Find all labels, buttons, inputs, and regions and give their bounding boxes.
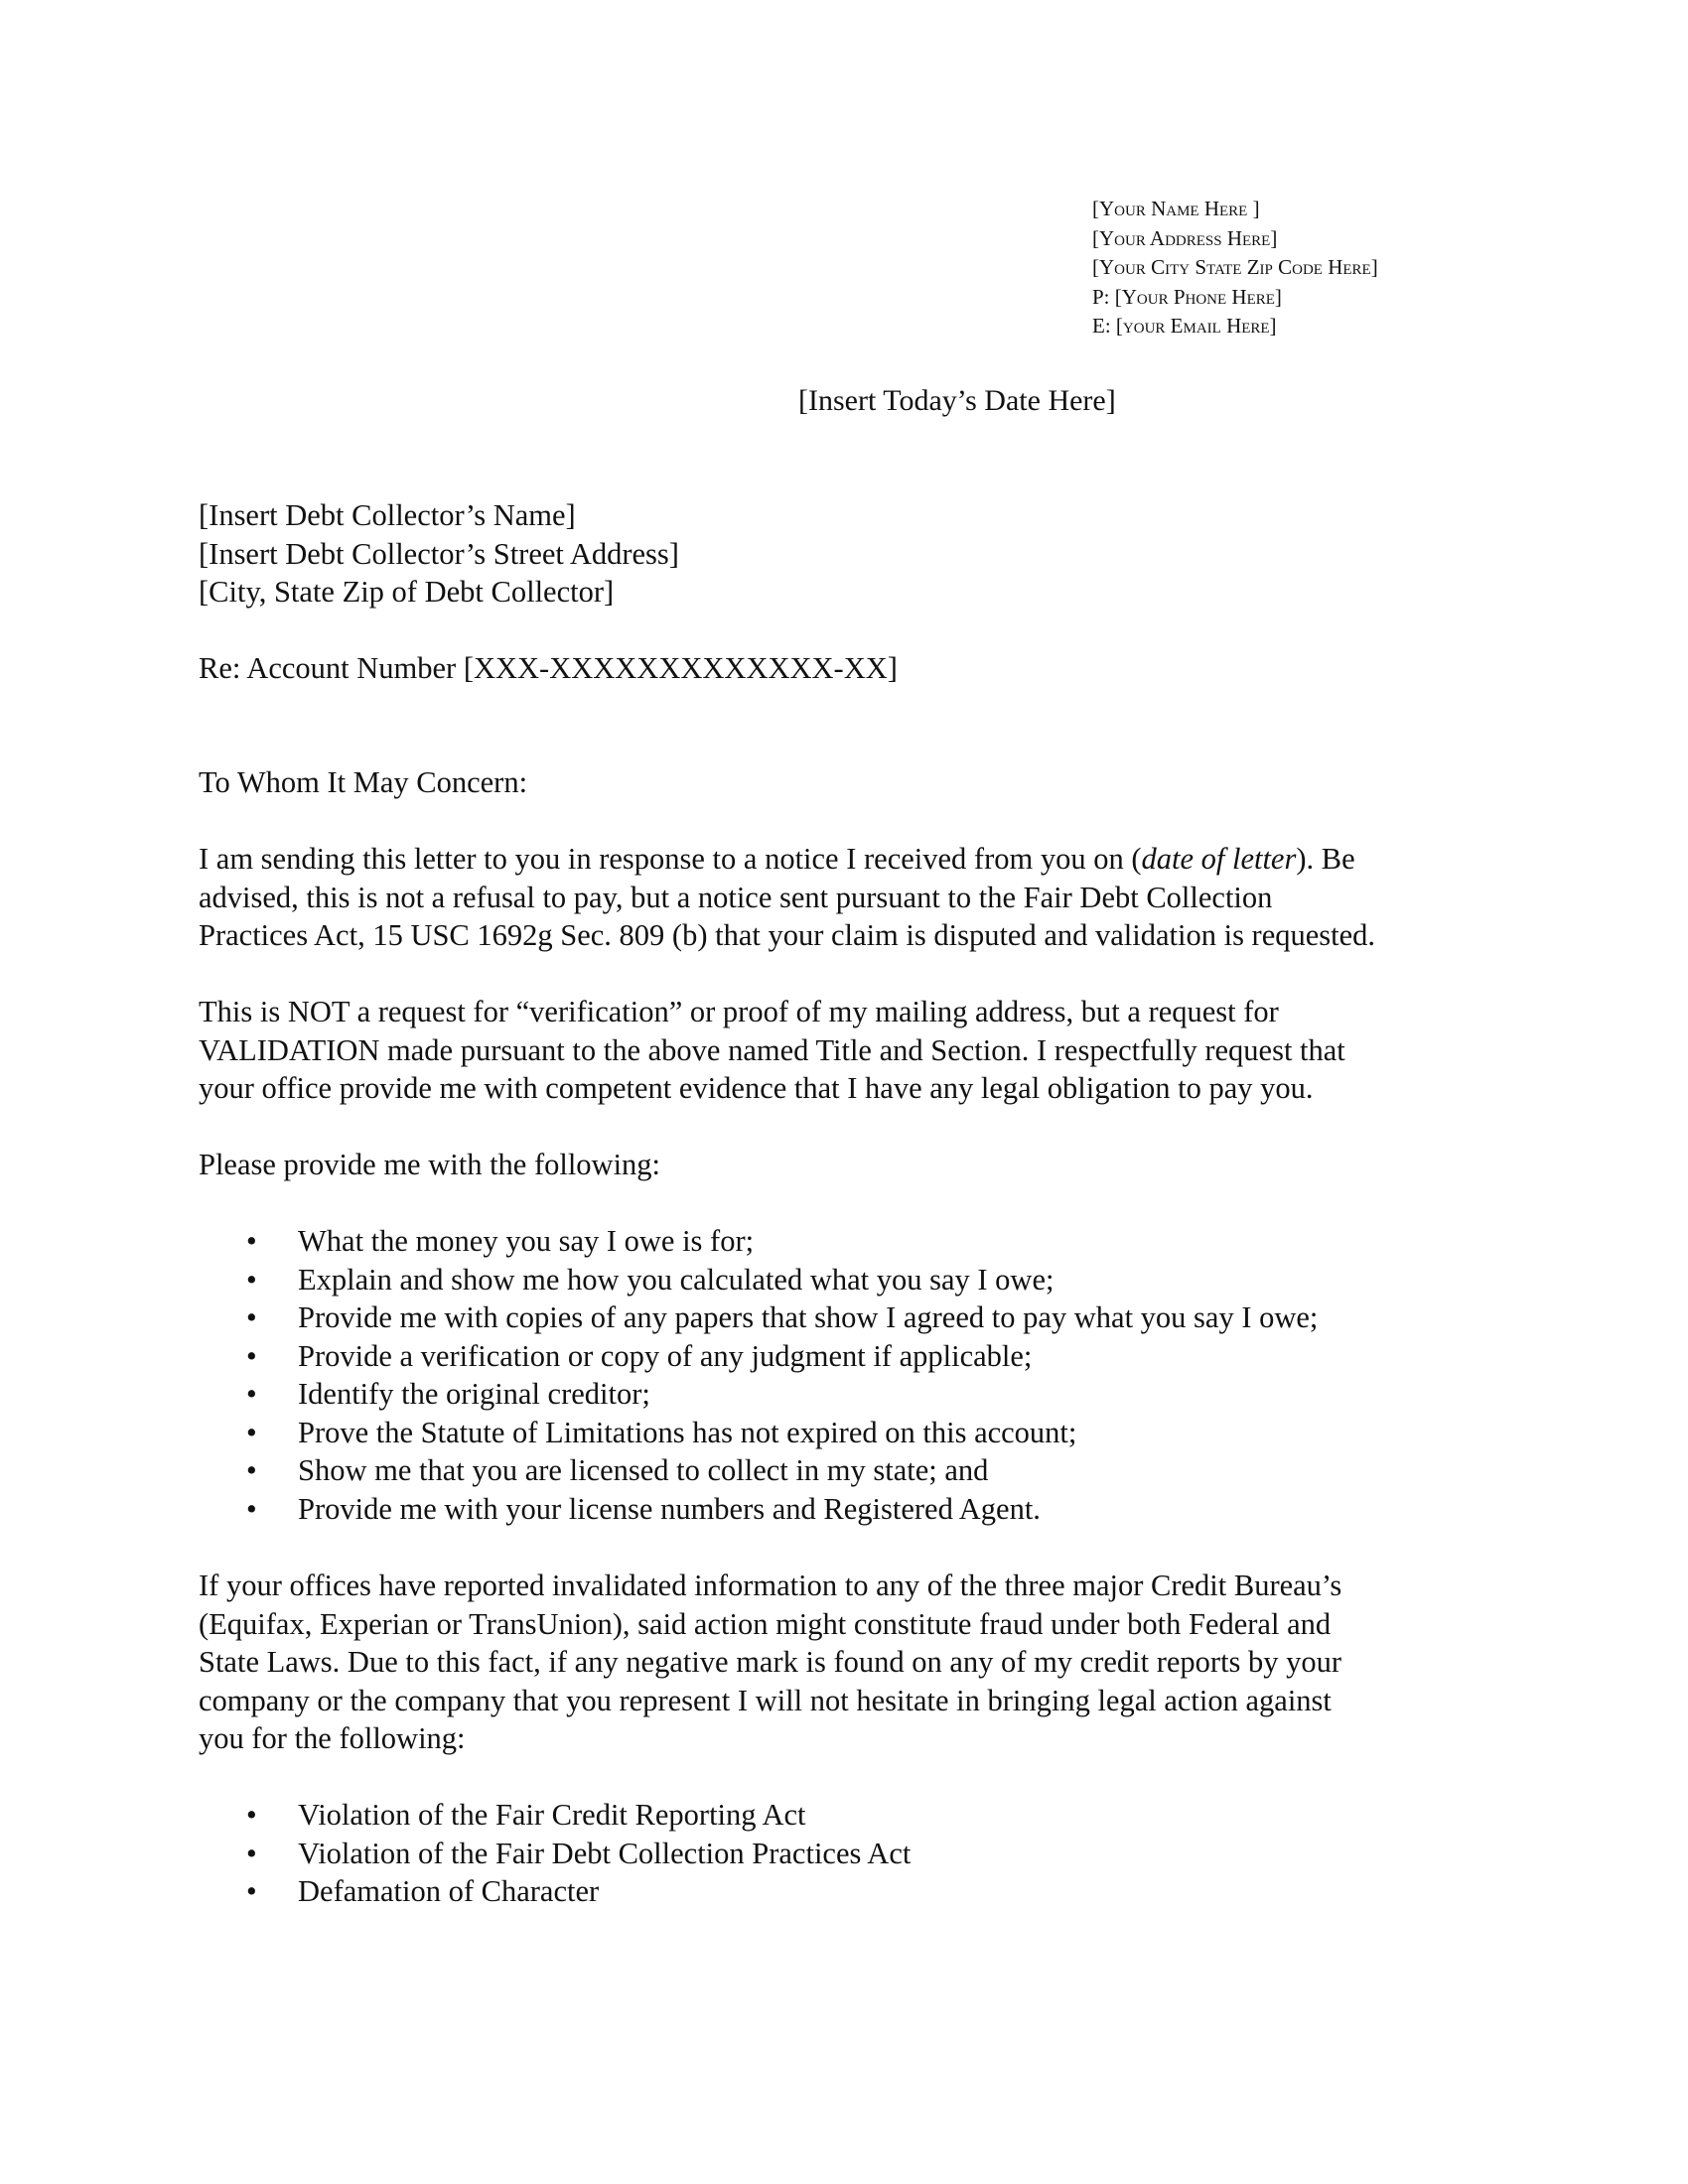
list-item-text: Identify the original creditor; <box>298 1377 650 1411</box>
list-item <box>199 1261 1489 1299</box>
paragraph-text: I am sending this letter to you in response to a notice I received from you on ( <box>199 842 1142 876</box>
list-item <box>199 1298 1489 1337</box>
paragraph-line: Practices Act, 15 USC 1692g Sec. 809 (b) that your claim is disputed and validation is requested. <box>199 918 1376 952</box>
bullet-icon: • <box>246 1300 257 1334</box>
paragraph-line: you for the following: <box>199 1721 466 1755</box>
list-item <box>199 1796 1489 1835</box>
paragraph-line <box>199 840 1489 879</box>
paragraph-line: (Equifax, Experian or TransUnion), said action might constitute fraud under both Federal and <box>199 1606 1332 1641</box>
paragraph-request-intro: Please provide me with the following: <box>199 1148 661 1181</box>
sender-email: E: [your Email Here] <box>1092 314 1277 338</box>
recipient-city-state-zip: [City, State Zip of Debt Collector] <box>199 575 615 609</box>
list-item <box>199 1414 1489 1452</box>
list-item <box>199 1872 1489 1911</box>
paragraph-validation <box>199 993 1489 1108</box>
paragraph-line: advised, this is not a refusal to pay, but a notice sent pursuant to the Fair Debt Collection <box>199 880 1273 914</box>
bullet-icon: • <box>246 1491 257 1526</box>
list-item <box>199 1337 1489 1376</box>
recipient-street: [Insert Debt Collector’s Street Address] <box>199 536 679 571</box>
list-item <box>199 1222 1489 1261</box>
bullet-icon: • <box>246 1338 257 1373</box>
bullet-icon: • <box>246 1262 257 1297</box>
paragraph-line: State Laws. Due to this fact, if any negative mark is found on any of my credit reports by your <box>199 1645 1342 1679</box>
bullet-icon: • <box>246 1874 257 1908</box>
sender-phone: P: [Your Phone Here] <box>1092 284 1282 309</box>
paragraph-credit-bureau <box>199 1567 1489 1758</box>
paragraph-notice <box>199 840 1489 955</box>
list-item <box>199 1375 1489 1414</box>
paragraph-line: your office provide me with competent evidence that I have any legal obligation to pay you. <box>199 1071 1314 1105</box>
list-item-text: Show me that you are licensed to collect in my state; and <box>298 1453 989 1487</box>
list-item-text: Provide me with your license numbers and Registered Agent. <box>298 1491 1041 1526</box>
list-item <box>199 1490 1489 1529</box>
bullet-icon: • <box>246 1453 257 1487</box>
list-item-text: Explain and show me how you calculated what you say I owe; <box>298 1262 1055 1297</box>
recipient-name: [Insert Debt Collector’s Name] <box>199 498 576 532</box>
bullet-icon: • <box>246 1415 257 1449</box>
paragraph-line: This is NOT a request for “verification” or proof of my mailing address, but a request for <box>199 995 1279 1028</box>
letter-date: [Insert Today’s Date Here] <box>798 384 1116 417</box>
sender-address: [Your Address Here] <box>1092 225 1278 250</box>
requests-list <box>199 1222 1489 1528</box>
violations-list <box>199 1796 1489 1911</box>
list-item-text: Provide a verification or copy of any judgment if applicable; <box>298 1338 1033 1373</box>
paragraph-line: VALIDATION made pursuant to the above named Title and Section. I respectfully request that <box>199 1032 1345 1067</box>
bullet-icon: • <box>246 1377 257 1411</box>
re-line: Re: Account Number [XXX-XXXXXXXXXXXXX-XX] <box>199 651 898 685</box>
sender-city-state-zip: [Your City State Zip Code Here] <box>1092 255 1378 279</box>
sender-block <box>1092 195 1378 341</box>
bullet-icon: • <box>246 1836 257 1870</box>
sender-name: [Your Name Here ] <box>1092 197 1260 220</box>
list-item-text: What the money you say I owe is for; <box>298 1224 755 1258</box>
list-item <box>199 1835 1489 1873</box>
paragraph-text: ). Be <box>1296 842 1355 876</box>
bullet-icon: • <box>246 1224 257 1258</box>
date-of-letter-text: date of letter <box>1141 842 1297 876</box>
paragraph-line: company or the company that you represent I will not hesitate in bringing legal action against <box>199 1683 1332 1717</box>
list-item-text: Violation of the Fair Debt Collection Practices Act <box>298 1836 912 1870</box>
paragraph-line: If your offices have reported invalidated information to any of the three major Credit Bureau’s <box>199 1569 1342 1602</box>
recipient-block <box>199 496 1489 612</box>
list-item <box>199 1451 1489 1490</box>
list-item-text: Defamation of Character <box>298 1874 600 1908</box>
salutation: To Whom It May Concern: <box>199 765 528 799</box>
list-item-text: Provide me with copies of any papers that show I agreed to pay what you say I owe; <box>298 1300 1319 1334</box>
list-item-text: Prove the Statute of Limitations has not expired on this account; <box>298 1415 1077 1449</box>
bullet-icon: • <box>246 1798 257 1832</box>
list-item-text: Violation of the Fair Credit Reporting Act <box>298 1798 806 1832</box>
